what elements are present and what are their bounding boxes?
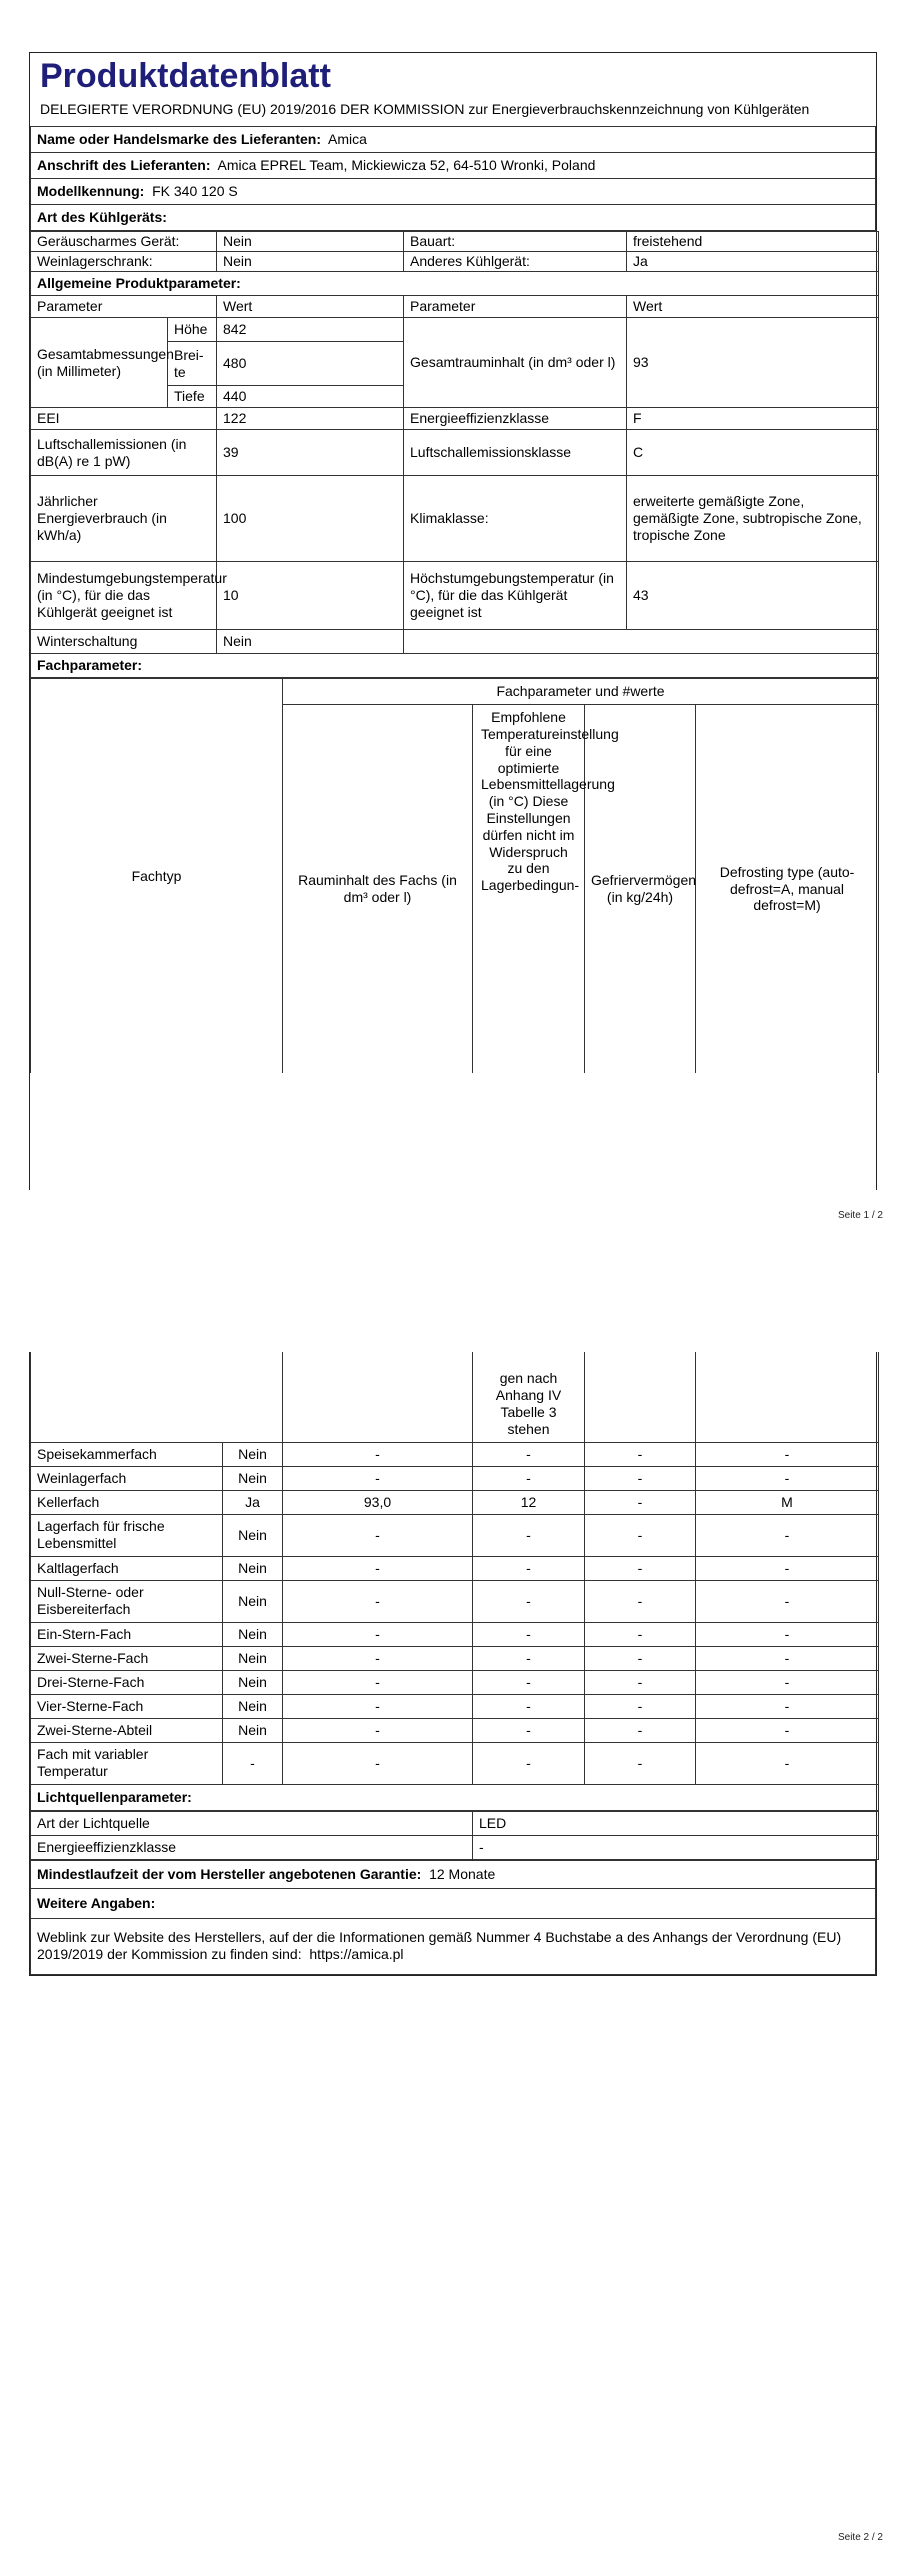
compartment-volume: -	[283, 1694, 473, 1718]
supplier-address-label: Anschrift des Lieferanten:	[37, 157, 211, 174]
supplier-name-label: Name oder Handelsmarke des Lieferanten:	[37, 131, 321, 148]
compartment-row	[31, 1490, 879, 1514]
compartment-row	[31, 1556, 879, 1580]
compartment-name: Lagerfach für frische Lebensmittel	[31, 1514, 223, 1556]
noise-class-value: C	[627, 430, 879, 476]
light-energy-class-value: -	[473, 1835, 879, 1859]
compartment-temp: -	[473, 1622, 585, 1646]
supplier-address-row	[31, 153, 876, 179]
width-label: Brei-te	[168, 342, 217, 386]
light-type-label: Art der Lichtquelle	[31, 1811, 473, 1835]
compartment-name: Zwei-Sterne-Abteil	[31, 1718, 223, 1742]
climate-class-label: Klimaklasse:	[404, 476, 627, 562]
compartment-present: Nein	[223, 1646, 283, 1670]
compartment-present: Nein	[223, 1580, 283, 1622]
compartment-freezing: -	[585, 1646, 696, 1670]
compartment-freezing: -	[585, 1670, 696, 1694]
compartment-defrost: -	[696, 1580, 879, 1622]
noise-value: 39	[217, 430, 404, 476]
compartment-name: Drei-Sterne-Fach	[31, 1670, 223, 1694]
compartment-row	[31, 1442, 879, 1466]
compartment-temp: -	[473, 1556, 585, 1580]
compartment-name: Vier-Sterne-Fach	[31, 1694, 223, 1718]
light-heading: Lichtquellenparameter:	[31, 1784, 879, 1810]
compartment-freezing: -	[585, 1580, 696, 1622]
empty-cell	[404, 630, 879, 654]
compartment-freezing: -	[585, 1514, 696, 1556]
design-label: Bauart:	[404, 232, 627, 252]
compartment-present: Nein	[223, 1466, 283, 1490]
compartment-row	[31, 1622, 879, 1646]
compartment-defrost: -	[696, 1718, 879, 1742]
general-heading: Allgemeine Produktparameter:	[31, 272, 879, 296]
noise-class-label: Luftschallemissionsklasse	[404, 430, 627, 476]
compartment-temp: -	[473, 1442, 585, 1466]
noise-label: Luftschallemissionen (in dB(A) re 1 pW)	[31, 430, 217, 476]
further-info-heading: Weitere Angaben:	[31, 1888, 876, 1918]
wine-cabinet-label: Weinlagerschrank:	[31, 252, 217, 272]
compartment-row	[31, 1670, 879, 1694]
col-volume-cont	[283, 1352, 473, 1442]
compartment-volume: 93,0	[283, 1490, 473, 1514]
col-compartment-type-cont	[31, 1352, 283, 1442]
min-temp-value: 10	[217, 562, 404, 630]
total-volume-value: 93	[627, 318, 879, 408]
winter-switch-value: Nein	[217, 630, 404, 654]
compartment-row	[31, 1580, 879, 1622]
col-recommended-temp: Empfohlene Temperatureinstellung für eine optimierte Lebensmittellagerung (in °C) Diese Einstellungen dürfen nicht im Widerspruch zu den Lagerbedingun-	[473, 705, 585, 1073]
low-noise-label: Geräuscharmes Gerät:	[31, 232, 217, 252]
annual-energy-value: 100	[217, 476, 404, 562]
compartment-defrost: -	[696, 1556, 879, 1580]
manufacturer-link[interactable]: https://amica.pl	[309, 1946, 404, 1962]
col-defrost-type: Defrosting type (auto-defrost=A, manual defrost=M)	[696, 705, 879, 1073]
light-table	[30, 1811, 879, 1860]
design-value: freistehend	[627, 232, 879, 252]
compartment-volume: -	[283, 1580, 473, 1622]
min-temp-label: Mindestumgebungstemperatur (in °C), für die das Kühlgerät geeignet ist	[31, 562, 217, 630]
col-volume: Rauminhalt des Fachs (in dm³ oder l)	[283, 705, 473, 1073]
compartment-volume: -	[283, 1442, 473, 1466]
compartment-defrost: M	[696, 1490, 879, 1514]
compartment-freezing: -	[585, 1466, 696, 1490]
max-temp-label: Höchstumgebungstemperatur (in °C), für die das Kühlgerät geeignet ist	[404, 562, 627, 630]
further-info-text: Weblink zur Website des Herstellers, auf der die Informationen gemäß Nummer 4 Buchstabe a des Anhangs der Verordnung (EU) 2019/2019 der Kommission zu finden sind:	[37, 1929, 842, 1962]
page-title: Produktdatenblatt	[40, 57, 331, 95]
wine-cabinet-value: Nein	[217, 252, 404, 272]
depth-value: 440	[217, 386, 404, 408]
col-defrost-type-cont	[696, 1352, 879, 1442]
compartment-volume: -	[283, 1514, 473, 1556]
compartment-present: Nein	[223, 1442, 283, 1466]
compartment-defrost: -	[696, 1670, 879, 1694]
compartment-present: Nein	[223, 1556, 283, 1580]
compartment-freezing: -	[585, 1718, 696, 1742]
warranty-row	[31, 1860, 876, 1888]
compartment-row	[31, 1718, 879, 1742]
col-value-2: Wert	[627, 296, 879, 318]
dimensions-label: Gesamtabmessungen (in Millimeter)	[31, 318, 168, 408]
compartment-volume: -	[283, 1646, 473, 1670]
light-type-value: LED	[473, 1811, 879, 1835]
compartment-defrost: -	[696, 1646, 879, 1670]
light-energy-class-label: Energieeffizienzklasse	[31, 1835, 473, 1859]
winter-switch-label: Winterschaltung	[31, 630, 217, 654]
col-parameter-1: Parameter	[31, 296, 217, 318]
col-freezing-capacity: Gefriervermögen (in kg/24h)	[585, 705, 696, 1073]
compartment-freezing: -	[585, 1442, 696, 1466]
compartment-name: Fach mit variabler Temperatur	[31, 1742, 223, 1784]
supplier-address-value: Amica EPREL Team, Mickiewicza 52, 64-510 Wronki, Poland	[217, 157, 596, 174]
depth-label: Tiefe	[168, 386, 217, 408]
compartment-volume: -	[283, 1466, 473, 1490]
compartment-freezing: -	[585, 1694, 696, 1718]
general-table	[30, 231, 879, 678]
compartment-name: Zwei-Sterne-Fach	[31, 1646, 223, 1670]
compartment-temp: -	[473, 1742, 585, 1784]
datasheet-frame-2	[29, 1352, 877, 1976]
compartment-name: Speisekammerfach	[31, 1442, 223, 1466]
compartments-table	[30, 1352, 879, 1811]
compartment-name: Null-Sterne- oder Eisbereiterfach	[31, 1580, 223, 1622]
compartment-freezing: -	[585, 1622, 696, 1646]
regulation-subtitle: DELEGIERTE VERORDNUNG (EU) 2019/2016 DER KOMMISSION zur Energieverbrauchskennzeichnung von Kühlgeräten	[40, 101, 810, 117]
compartment-defrost: -	[696, 1742, 879, 1784]
other-appliance-label: Anderes Kühlgerät:	[404, 252, 627, 272]
compartment-row	[31, 1466, 879, 1490]
compartment-defrost: -	[696, 1514, 879, 1556]
height-label: Höhe	[168, 318, 217, 342]
compartment-defrost: -	[696, 1466, 879, 1490]
compartment-name: Kaltlagerfach	[31, 1556, 223, 1580]
compartment-name: Ein-Stern-Fach	[31, 1622, 223, 1646]
eei-label: EEI	[31, 408, 217, 430]
compartment-temp: -	[473, 1580, 585, 1622]
supplier-name-row	[31, 127, 876, 153]
compartment-volume: -	[283, 1742, 473, 1784]
compartment-temp: -	[473, 1670, 585, 1694]
supplier-table	[30, 126, 876, 231]
datasheet-frame-1	[29, 52, 877, 1190]
col-freezing-capacity-cont	[585, 1352, 696, 1442]
compartment-present: Nein	[223, 1718, 283, 1742]
compartment-row	[31, 1514, 879, 1556]
page-number-2: Seite 2 / 2	[837, 2532, 883, 2543]
compartment-temp: -	[473, 1466, 585, 1490]
warranty-label: Mindestlaufzeit der vom Hersteller angebotenen Garantie:	[37, 1865, 422, 1882]
compartment-temp: -	[473, 1694, 585, 1718]
energy-class-label: Energieeffizienzklasse	[404, 408, 627, 430]
col-value-1: Wert	[217, 296, 404, 318]
compartment-defrost: -	[696, 1694, 879, 1718]
supplier-name-value: Amica	[328, 131, 367, 148]
compartment-name: Weinlagerfach	[31, 1466, 223, 1490]
warranty-value: 12 Monate	[429, 1865, 496, 1882]
model-label: Modellkennung:	[37, 183, 145, 200]
col-compartment-type: Fachtyp	[31, 679, 283, 1073]
climate-class-value: erweiterte gemäßigte Zone, gemäßigte Zone, subtropische Zone, tropische Zone	[627, 476, 879, 562]
type-heading: Art des Kühlgeräts:	[31, 205, 876, 231]
compartment-volume: -	[283, 1718, 473, 1742]
compartment-volume: -	[283, 1622, 473, 1646]
compartments-heading: Fachparameter:	[31, 654, 879, 678]
compartment-present: Nein	[223, 1514, 283, 1556]
col-parameter-2: Parameter	[404, 296, 627, 318]
compartment-temp: -	[473, 1718, 585, 1742]
compartment-volume: -	[283, 1556, 473, 1580]
footer-table	[30, 1860, 876, 1975]
compartments-header-table	[30, 678, 879, 1073]
low-noise-value: Nein	[217, 232, 404, 252]
width-value: 480	[217, 342, 404, 386]
compartment-freezing: -	[585, 1490, 696, 1514]
compartment-row	[31, 1694, 879, 1718]
model-value: FK 340 120 S	[152, 183, 238, 200]
total-volume-label: Gesamtrauminhalt (in dm³ oder l)	[404, 318, 627, 408]
compartment-present: Nein	[223, 1622, 283, 1646]
annual-energy-label: Jährlicher Energieverbrauch (in kWh/a)	[31, 476, 217, 562]
energy-class-value: F	[627, 408, 879, 430]
compartment-freezing: -	[585, 1556, 696, 1580]
compartment-present: Nein	[223, 1670, 283, 1694]
compartment-present: Ja	[223, 1490, 283, 1514]
compartment-defrost: -	[696, 1442, 879, 1466]
compartment-volume: -	[283, 1670, 473, 1694]
eei-value: 122	[217, 408, 404, 430]
compartment-freezing: -	[585, 1742, 696, 1784]
compartment-temp: -	[473, 1646, 585, 1670]
compartment-row	[31, 1742, 879, 1784]
compartment-name: Kellerfach	[31, 1490, 223, 1514]
height-value: 842	[217, 318, 404, 342]
page-2	[0, 1240, 905, 2560]
page-1	[0, 0, 905, 1240]
model-row	[31, 179, 876, 205]
compartment-row	[31, 1646, 879, 1670]
max-temp-value: 43	[627, 562, 879, 630]
further-info-row	[31, 1918, 876, 1974]
compartment-temp: -	[473, 1514, 585, 1556]
compartment-defrost: -	[696, 1622, 879, 1646]
compartment-rows	[31, 1442, 879, 1784]
col-recommended-temp-cont: gen nach Anhang IV Tabelle 3 stehen	[473, 1352, 585, 1442]
compartments-group-header: Fachparameter und #werte	[283, 679, 879, 705]
compartment-present: -	[223, 1742, 283, 1784]
compartment-present: Nein	[223, 1694, 283, 1718]
compartment-temp: 12	[473, 1490, 585, 1514]
other-appliance-value: Ja	[627, 252, 879, 272]
page-number-1: Seite 1 / 2	[837, 1210, 883, 1221]
